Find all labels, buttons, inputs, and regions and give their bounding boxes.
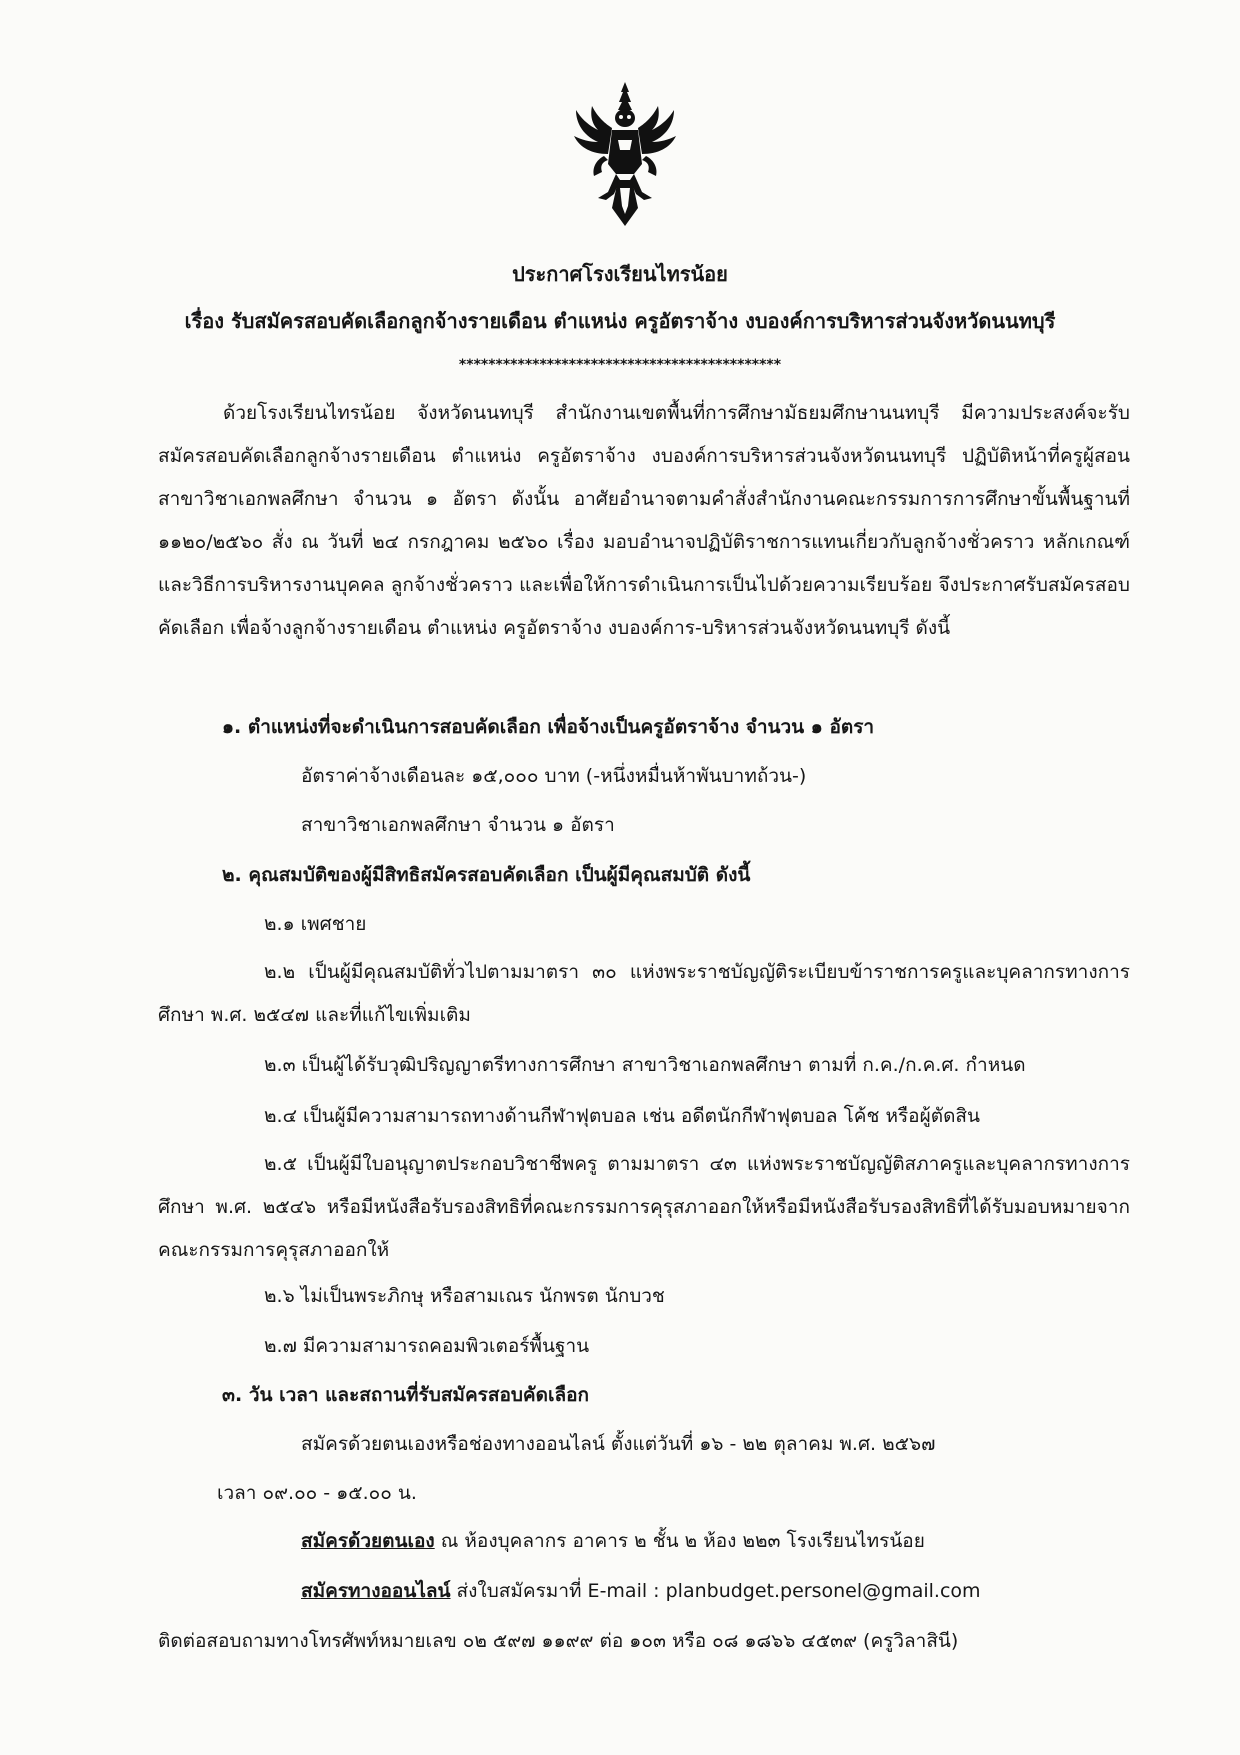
qualification-item: ๒.๔ เป็นผู้มีความสามารถทางด้านกีฬาฟุตบอล เช่น อดีตนักกีฬาฟุตบอล โค้ช หรือผู้ตัดสิน [264, 1105, 980, 1127]
qualification-item: ๒.๗ มีความสามารถคอมพิวเตอร์พื้นฐาน [264, 1335, 590, 1357]
online-application [301, 1576, 981, 1606]
intro-paragraph: ด้วยโรงเรียนไทรน้อย จังหวัดนนทบุรี สำนักงานเขตพื้นที่การศึกษามัธยมศึกษานนทบุรี มีความประสงค์จะรับสมัครสอบคัดเลือกลูกจ้างรายเดือน ตำแหน่ง ครูอัตราจ้าง งบองค์การบริหารส่วนจังหวัดนนทบุรี ปฏิบัติหน้าที่ครูผู้สอน สาขาวิชาเอกพลศึกษา จำนวน ๑ อัตรา ดังนั้น อาศัยอำนาจตามคำสั่งสำนักงานคณะกรรมการการศึกษาขั้นพื้นฐานที่ ๑๑๒๐/๒๕๖๐ สั่ง ณ วันที่ ๒๔ กรกฎาคม ๒๕๖๐ เรื่อง มอบอำนาจปฏิบัติราชการแทนเกี่ยวกับลูกจ้างชั่วคราว หลักเกณฑ์และวิธีการบริหารงานบุคคล ลูกจ้างชั่วคราว และเพื่อให้การดำเนินการเป็นไปด้วยความเรียบร้อย จึงประกาศรับสมัครสอบคัดเลือก เพื่อจ้างลูกจ้างรายเดือน ตำแหน่ง ครูอัตราจ้าง งบองค์การ-บริหารส่วนจังหวัดนนทบุรี ดังนี้ [158, 402, 1130, 639]
qualification-item: ๒.๕ เป็นผู้มีใบอนุญาตประกอบวิชาชีพครู ตามมาตรา ๔๓ แห่งพระราชบัญญัติสภาครูและบุคลากรทางการศึกษา พ.ศ. ๒๕๔๖ หรือมีหนังสือรับรองสิทธิที่คณะกรรมการคุรุสภาออกให้หรือมีหนังสือรับรองสิทธิที่ได้รับมอบหมายจากคณะกรรมการคุรุสภาออกให้ [158, 1153, 1130, 1261]
qualification-item: ๒.๓ เป็นผู้ได้รับวุฒิปริญญาตรีทางการศึกษา สาขาวิชาเอกพลศึกษา ตามที่ ก.ค./ก.ค.ศ. กำหนด [264, 1054, 1026, 1076]
online-label: สมัครทางออนไลน์ [301, 1580, 451, 1602]
qualification-item: ๒.๒ เป็นผู้มีคุณสมบัติทั่วไปตามมาตรา ๓๐ แห่งพระราชบัญญัติระเบียบข้าราชการครูและบุคลากรทางการศึกษา พ.ศ. ๒๕๔๗ และที่แก้ไขเพิ่มเติม [158, 961, 1130, 1026]
contact-phone: ติดต่อสอบถามทางโทรศัพท์หมายเลข ๐๒ ๕๙๗ ๑๑๙๙ ต่อ ๑๐๓ หรือ ๐๘ ๑๘๖๖ ๔๕๓๙ (ครูวิลาสินี) [158, 1630, 959, 1652]
application-hours: เวลา ๐๙.๐๐ - ๑๕.๐๐ น. [217, 1482, 417, 1504]
section-2-heading: ๒. คุณสมบัติของผู้มีสิทธิสมัครสอบคัดเลือก เป็นผู้มีคุณสมบัติ ดังนี้ [222, 864, 751, 886]
online-email: ส่งใบสมัครมาที่ E-mail : planbudget.personel@gmail.com [450, 1580, 981, 1602]
qualification-item: ๒.๖ ไม่เป็นพระภิกษุ หรือสามเณร นักพรต นักบวช [264, 1285, 665, 1307]
section-3-heading: ๓. วัน เวลา และสถานที่รับสมัครสอบคัดเลือก [222, 1384, 590, 1406]
document-title: ประกาศโรงเรียนไทรน้อย [512, 262, 728, 286]
separator-line: ******************************************** [458, 357, 782, 373]
qualification-item: ๒.๑ เพศชาย [264, 913, 367, 935]
in-person-label: สมัครด้วยตนเอง [301, 1530, 435, 1552]
in-person-location: ณ ห้องบุคลากร อาคาร ๒ ชั้น ๒ ห้อง ๒๒๓ โรงเรียนไทรน้อย [434, 1530, 925, 1552]
document-subject: เรื่อง รับสมัครสอบคัดเลือกลูกจ้างรายเดือน ตำแหน่ง ครูอัตราจ้าง งบองค์การบริหารส่วนจังหวัดนนทบุรี [184, 309, 1056, 333]
garuda-emblem-icon [568, 80, 682, 230]
application-period: สมัครด้วยตนเองหรือช่องทางออนไลน์ ตั้งแต่วันที่ ๑๖ - ๒๒ ตุลาคม พ.ศ. ๒๕๖๗ [301, 1433, 936, 1455]
in-person-application [301, 1526, 925, 1556]
section-1-heading: ๑. ตำแหน่งที่จะดำเนินการสอบคัดเลือก เพื่อจ้างเป็นครูอัตราจ้าง จำนวน ๑ อัตรา [222, 716, 875, 738]
field-text: สาขาวิชาเอกพลศึกษา จำนวน ๑ อัตรา [301, 814, 615, 836]
salary-text: อัตราค่าจ้างเดือนละ ๑๕,๐๐๐ บาท (-หนึ่งหมื่นห้าพันบาทถ้วน-) [301, 765, 807, 787]
